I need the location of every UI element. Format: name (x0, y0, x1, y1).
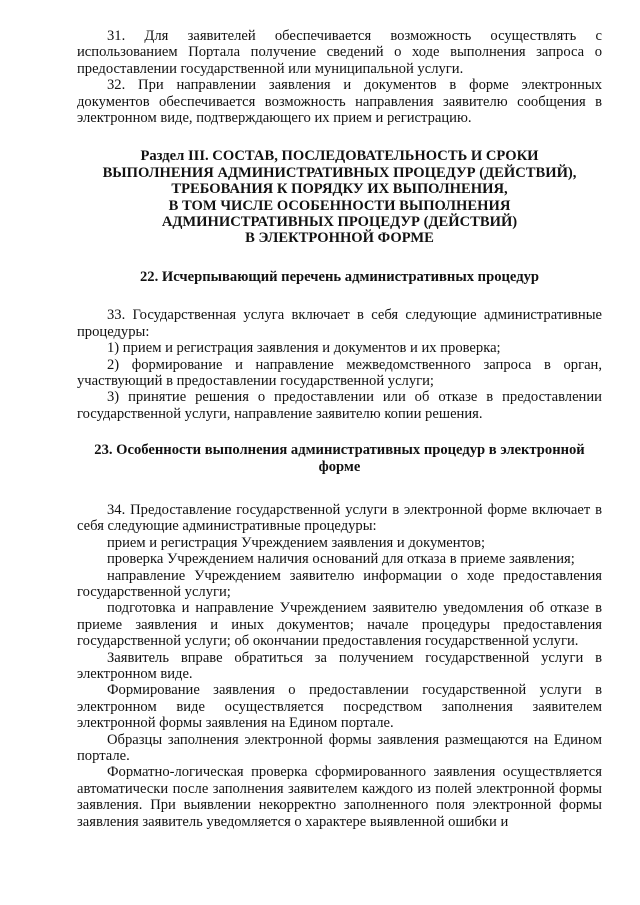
section-title-line: АДМИНИСТРАТИВНЫХ ПРОЦЕДУР (ДЕЙСТВИЙ) (161, 214, 518, 231)
paragraph-31: 31. Для заявителей обеспечивается возможность осуществлять с использованием Портала получение сведений о ходе выполнения запроса о предоставлении государственной или муниципальной услуги. (77, 28, 602, 77)
paragraph: Заявитель вправе обратиться за получением государственной услуги в электронном виде. (77, 649, 602, 682)
paragraph: Форматно-логическая проверка сформированного заявления осуществляется автоматически после заполнения заявителем каждого из полей электронной формы заявления. При выявлении некорректно заполненного поля электронной формы заявления заявитель уведомляется о характере выявленной ошибки и (77, 764, 602, 830)
section-3-title (77, 148, 602, 246)
list-item: 1) прием и регистрация заявления и документов и их проверка; (107, 340, 501, 357)
paragraph: Образцы заполнения электронной формы заявления размещаются на Едином портале. (77, 731, 602, 765)
list-item: подготовка и направление Учреждением заявителю уведомления об отказе в приеме заявления и иных документов; начале процедуры предоставления государственной услуги; об окончании предоставления государственной услуги. (77, 600, 602, 650)
list-item: направление Учреждением заявителю информации о ходе предоставления государственной услуги; (77, 567, 602, 600)
list-item: 3) принятие решения о предоставлении или об отказе в предоставлении государственной услуги, направление заявителю копии решения. (77, 389, 602, 422)
list-item: прием и регистрация Учреждением заявления и документов; (107, 534, 486, 551)
section-title-line: В ЭЛЕКТРОННОЙ ФОРМЕ (245, 230, 434, 247)
list-item: 2) формирование и направление межведомственного запроса в орган, участвующий в предоставлении государственной услуги; (77, 356, 602, 389)
section-title-line: ВЫПОЛНЕНИЯ АДМИНИСТРАТИВНЫХ ПРОЦЕДУР (ДЕЙСТВИЙ), (102, 164, 577, 181)
paragraph: Формирование заявления о предоставлении государственной услуги в электронном виде осуществляется посредством заполнения заявителем электронной формы заявления на Едином портале. (77, 682, 602, 732)
subsection-23-title: 23. Особенности выполнения административных процедур в электронной форме (94, 442, 585, 475)
section-title-line: Раздел III. СОСТАВ, ПОСЛЕДОВАТЕЛЬНОСТЬ И СРОКИ (140, 148, 539, 165)
list-item: проверка Учреждением наличия оснований для отказа в приеме заявления; (107, 551, 575, 568)
paragraph-32: 32. При направлении заявления и документов в форме электронных документов обеспечивается возможность направления заявителю сообщения в электронном виде, подтверждающего их прием и регистрацию. (77, 77, 602, 127)
section-title-line: В ТОМ ЧИСЛЕ ОСОБЕННОСТИ ВЫПОЛНЕНИЯ (168, 197, 511, 214)
subsection-22-title: 22. Исчерпывающий перечень административных процедур (140, 268, 539, 285)
paragraph-33: 33. Государственная услуга включает в себя следующие административные процедуры: (77, 307, 602, 340)
section-title-line: ТРЕБОВАНИЯ К ПОРЯДКУ ИХ ВЫПОЛНЕНИЯ, (171, 181, 508, 198)
paragraph-34: 34. Предоставление государственной услуги в электронной форме включает в себя следующие административные процедуры: (77, 501, 602, 535)
